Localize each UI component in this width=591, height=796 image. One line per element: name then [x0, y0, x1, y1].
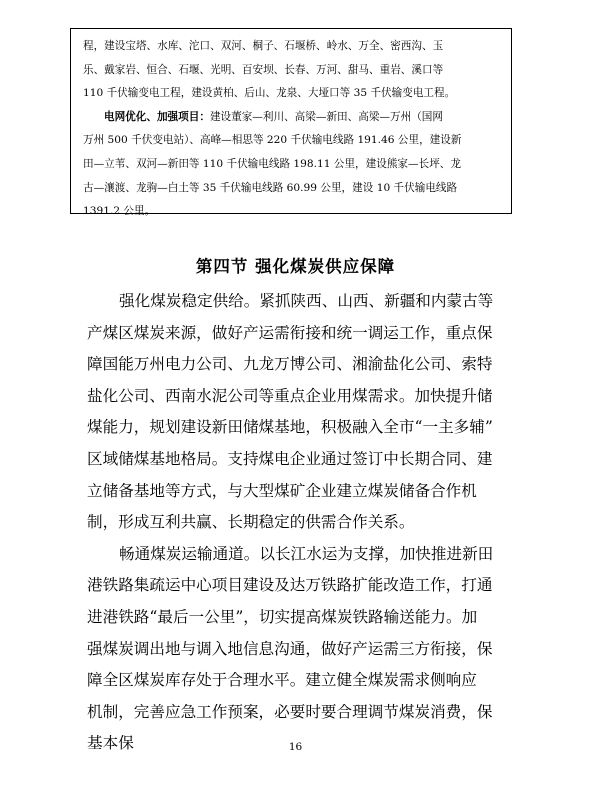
body-line: 机制，完善应急工作预案，必要时要合理调节煤炭消费，保 — [87, 702, 493, 721]
body-line: 区域储煤基地格局。支持煤电企业通过签订中长期合同、建 — [87, 449, 493, 468]
body-line: 港铁路集疏运中心项目建设及达万铁路扩能改造工作，打通 — [87, 576, 493, 595]
body-text — [87, 286, 502, 760]
box-line: 110 千伏输变电工程，建设黄柏、后山、龙泉、大垭口等 35 千伏输变电工程。 — [83, 87, 456, 100]
body-line: 产煤区煤炭来源，做好产运需衔接和统一调运工作，重点保 — [87, 323, 493, 342]
body-line: 盐化公司、西南水泥公司等重点企业用煤需求。加快提升储 — [87, 386, 493, 405]
box-line: 田—立苇、双河—新田等 110 千伏输电线路 198.11 公里，建设熊家—长坪、龙 — [83, 157, 461, 170]
body-line: 进港铁路“最后一公里”，切实提高煤炭铁路输送能力。加 — [87, 607, 478, 626]
project-box — [70, 28, 512, 218]
box-line — [83, 106, 502, 130]
section-title: 第四节 强化煤炭供应保障 — [195, 257, 396, 276]
box-paragraph-1 — [83, 35, 502, 106]
page-number: 16 — [288, 741, 303, 753]
body-line: 障国能万州电力公司、九龙万博公司、湘渝盐化公司、索特 — [87, 355, 493, 374]
body-line: 煤能力，规划建设新田储煤基地，积极融入全市“一主多辅” — [87, 418, 493, 437]
body-line: 制，形成互利共赢、长期稳定的供需合作关系。 — [87, 513, 415, 532]
body-line: 强煤炭调出地与调入地信息沟通，做好产运需三方衔接，保 — [87, 639, 493, 658]
box-line: 乐、戴家岩、恒合、石堰、光明、百安坝、长春、万河、甜马、重岩、溪口等 — [83, 63, 444, 76]
box-line: 1391.2 公里。 — [83, 205, 156, 218]
box-line-text: 建设董家—利川、高梁—新田、高梁—万州（国网 — [209, 110, 443, 123]
body-line: 立储备基地等方式，与大型煤矿企业建立煤炭储备合作机 — [87, 481, 477, 500]
box-line: 程，建设宝塔、水库、沱口、双河、桐子、石堰桥、岭水、万全、密西沟、玉 — [83, 40, 444, 52]
box-line: 古—瀼渡、龙驹—白土等 35 千伏输电线路 60.99 公里，建设 10 千伏输电线路 — [83, 181, 458, 194]
box-paragraph-2 — [83, 106, 502, 224]
body-line: 基本保 — [87, 734, 134, 753]
body-line: 障全区煤炭库存处于合理水平。建立健全煤炭需求侧响应 — [87, 671, 477, 690]
grid-optimization-label: 电网优化、加强项目： — [104, 110, 210, 123]
box-line: 万州 500 千伏变电站）、高峰—相思等 220 千伏输电线路 191.46 公里，建设新 — [83, 134, 462, 147]
body-line: 畅通煤炭运输通道。以长江水运为支撑，加快推进新田 — [119, 544, 494, 563]
body-line: 强化煤炭稳定供给。紧抓陕西、山西、新疆和内蒙古等 — [119, 292, 494, 310]
